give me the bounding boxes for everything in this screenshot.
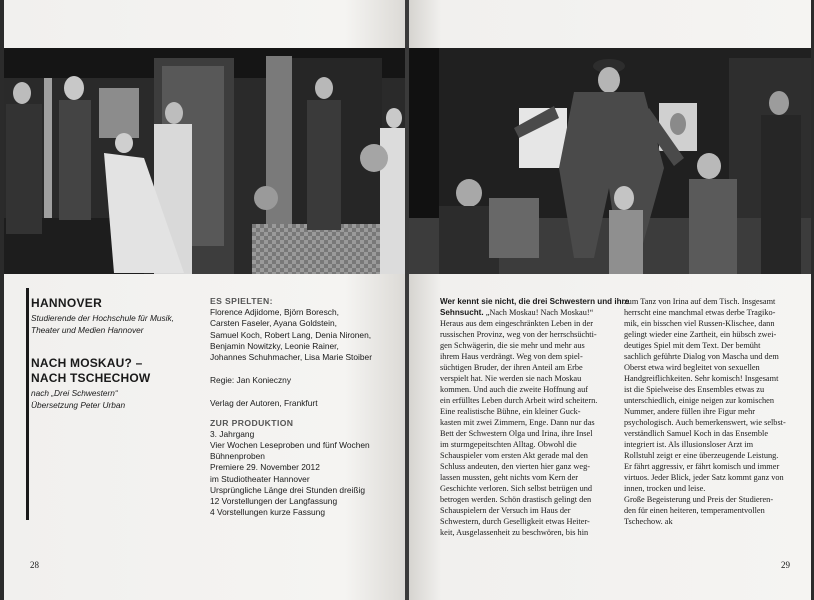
production-line: Ursprüngliche Länge drei Stunden dreißig xyxy=(210,484,366,495)
school-line: Studierende der Hochschule für Musik, xyxy=(31,313,174,323)
production-line: im Studiotheater Hannover xyxy=(210,473,310,484)
body-line: Handgreiflichkeiten. Sehr komisch! Insgesamt xyxy=(624,374,779,383)
body-line: Heraus aus dem eingeschränkten Leben in der xyxy=(440,319,593,328)
lead-bold: Sehnsucht. xyxy=(440,308,484,317)
production-line: Vier Wochen Leseproben und fünf Wochen xyxy=(210,440,370,451)
body-line: Eine realistische Bühne, ein kleiner Guck- xyxy=(440,407,581,416)
body-line: verständlich Samuel Koch in das Ensemble xyxy=(624,429,769,438)
body-line: unterschiedlich, einige neigen zur komischen xyxy=(624,396,774,405)
body-line: Geschichte verloren. Sich selbst betrügen und xyxy=(440,484,593,493)
school-credit xyxy=(31,313,191,336)
source-line: Übersetzung Peter Urban xyxy=(31,399,126,410)
body-line: verspielt hat. Nie werden sie nach Moskau xyxy=(440,374,582,383)
body-line: Rollstuhl zeigt er eine überzeugende Leistung. xyxy=(624,451,779,460)
body-line: gen Schwägerin, die sie mehr und mehr aus xyxy=(440,341,585,350)
body-line: ihrem Haus verdrängt. Weg von dem spiel- xyxy=(440,352,583,361)
body-line: im sturmgepeitschten Alltag. Obwohl die xyxy=(440,440,577,449)
body-line: den für einen heiteren, temperamentvollen xyxy=(624,506,765,515)
body-line: ein erfülltes Leben durch Arbeit wird scheitern. xyxy=(440,396,598,405)
body-line: Oberst etwa wird begleitet von sexuellen xyxy=(624,363,760,372)
publisher-credit: Verlag der Autoren, Frankfurt xyxy=(210,398,318,409)
body-line: integriert ist. Als illusionsloser Arzt im xyxy=(624,440,754,449)
lead-line xyxy=(440,307,618,318)
body-line: betrogen werden. Schön drastisch gelingt den xyxy=(440,495,592,504)
body-line: zum Tanz von Irina auf dem Tisch. Insgesamt xyxy=(624,297,776,306)
body-line: innen, trocken und leise. xyxy=(624,484,706,493)
play-title xyxy=(31,356,201,386)
body-line: Schauspieler vom ersten Akt gerade mal den xyxy=(440,451,588,460)
production-line: Premiere 29. November 2012 xyxy=(210,462,320,473)
stage-photo-left xyxy=(4,48,405,274)
cast-line: Johannes Schuhmacher, Lisa Marie Stoiber xyxy=(210,352,373,363)
stage-photo-right xyxy=(409,48,811,274)
article-column-1 xyxy=(440,296,630,538)
body-line: kasten mit zwei Zimmern, Enge. Dann nur das xyxy=(440,418,595,427)
body-line: mik, ein bisschen viel Russen-Klischee, dann xyxy=(624,319,775,328)
production-line: 4 Vorstellungen kurze Fassung xyxy=(210,507,325,518)
school-line: Theater und Medien Hannover xyxy=(31,324,144,335)
lead-line: Wer kennt sie nicht, die drei Schwestern und ihre xyxy=(440,297,630,306)
body-line: Tschechow. ak xyxy=(624,517,673,526)
body-line: psychologisch. Auch bemerkenswert, wie selbst- xyxy=(624,418,786,427)
city-heading: HANNOVER xyxy=(31,296,103,310)
body-line: Große Begeisterung und Preis der Studieren- xyxy=(624,495,774,504)
source-line: nach „Drei Schwestern“ xyxy=(31,388,118,398)
play-title-line: NACH MOSKAU? – xyxy=(31,356,143,370)
body-line: Schauspielern der Versuch im Haus der xyxy=(440,506,571,515)
production-line: 3. Jahrgang xyxy=(210,428,255,439)
body-line: Schluss andeuten, den vierten hier ganz weg- xyxy=(440,462,590,471)
body-line: herrscht eine manchmal etwas derbe Tragiko- xyxy=(624,308,776,317)
body-line: sachlich geführte Dialog von Mascha und dem xyxy=(624,352,779,361)
director-credit: Regie: Jan Konieczny xyxy=(210,375,292,386)
body-line: Nummer, andere füllen ihre Figur mehr xyxy=(624,407,755,416)
page-number-left: 28 xyxy=(30,560,39,570)
body-line: süchtigen Bruder, der ihren Anteil am Erbe xyxy=(440,363,583,372)
body-line: deutiges Spiel mit dem Text. Der bemüht xyxy=(624,341,761,350)
body-line: keit, Ausgelassenheit zu beschwören, bis hin xyxy=(440,528,589,537)
cast-line: Benjamin Nowitzky, Leonie Rainer, xyxy=(210,340,339,351)
body-line: ist die Spielweise des Ensembles etwas zu xyxy=(624,385,765,394)
body-line: Schwestern, durch Geselligkeit etwas Heiter- xyxy=(440,517,590,526)
body-line: kommen. Und auch die zweite Hoffnung auf xyxy=(440,385,588,394)
cast-line: Samuel Koch, Robert Lang, Denia Nironen, xyxy=(210,329,372,340)
body-line: russischen Provinz, weg von der herrschsüchti- xyxy=(440,330,597,339)
cast-heading: ES SPIELTEN: xyxy=(210,296,273,306)
cast-line: Florence Adjidome, Björn Boresch, xyxy=(210,307,339,318)
lead-rest: „Nach Moskau! Nach Moskau!“ xyxy=(483,308,594,317)
vertical-rule xyxy=(26,288,29,520)
production-line: 12 Vorstellungen der Langfassung xyxy=(210,496,338,507)
body-line: Er fährt aggressiv, er fährt komisch und immer xyxy=(624,462,780,471)
play-title-line: NACH TSCHECHOW xyxy=(31,371,151,385)
body-line: lassen mussten, geht nichts vom Kern der xyxy=(440,473,579,482)
production-heading: ZUR PRODUKTION xyxy=(210,417,294,428)
page-number-right: 29 xyxy=(781,560,790,570)
play-source xyxy=(31,388,201,411)
production-line: Bühnenproben xyxy=(210,451,265,462)
cast-line: Carsten Faseler, Ayana Goldstein, xyxy=(210,318,337,329)
credits-column xyxy=(210,296,385,518)
body-line: virtuos. Jeder Blick, jeder Satz kommt ganz von xyxy=(624,473,784,482)
body-line: Bett der Schwestern Olga und Irina, ihre Insel xyxy=(440,429,593,438)
article-column-2 xyxy=(624,296,794,527)
body-line: gelingt wieder eine Zartheit, ein hübsch zwei- xyxy=(624,330,777,339)
